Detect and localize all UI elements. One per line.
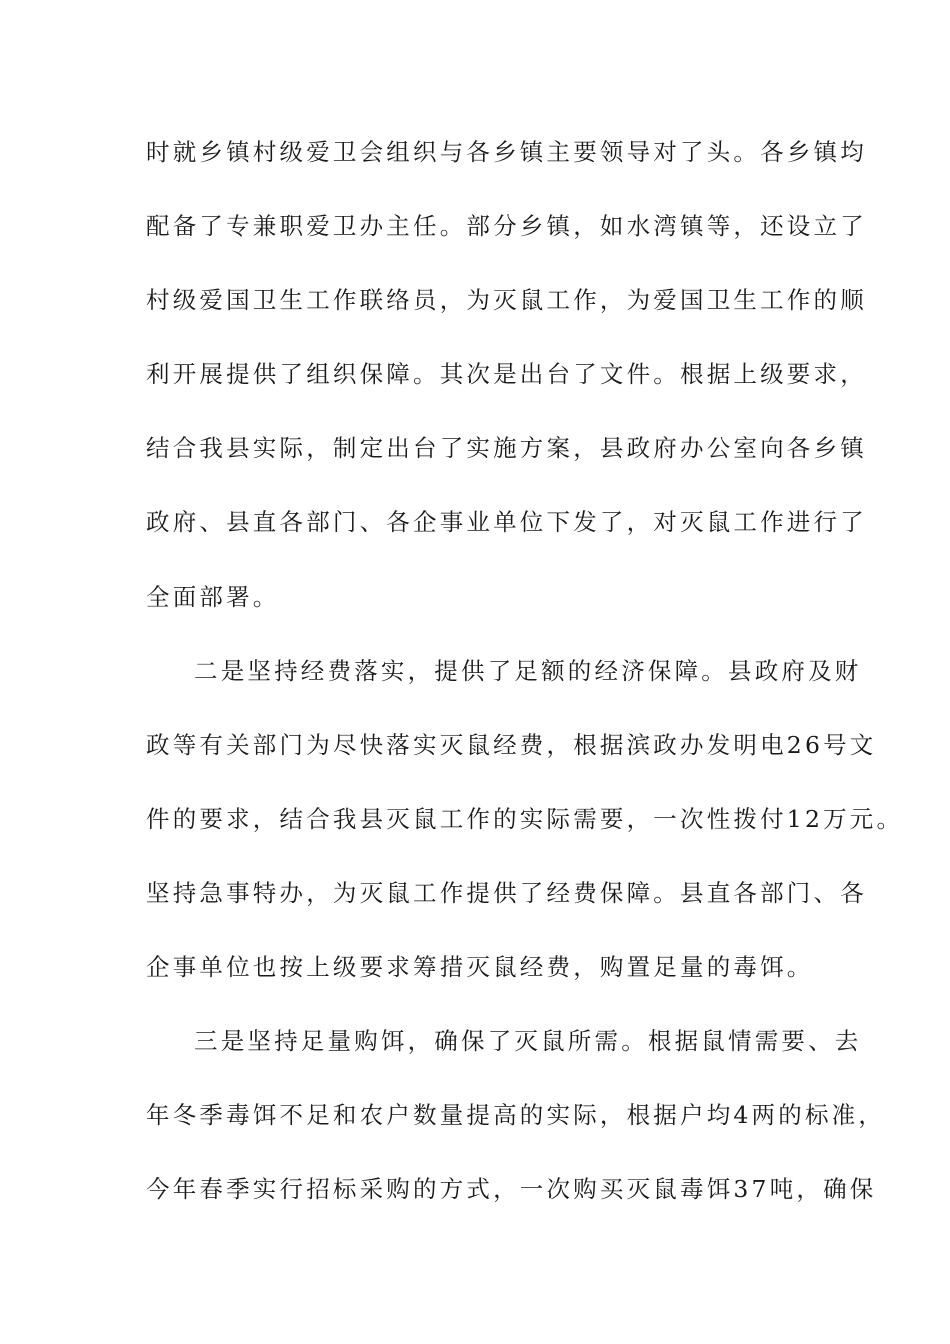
paragraph-start-line: 二是坚持经费落实，提供了足额的经济保障。县政府及财 bbox=[194, 656, 862, 685]
paragraph-start-line: 三是坚持足量购饵，确保了灭鼠所需。根据鼠情需要、去 bbox=[194, 1027, 862, 1056]
text-line: 件的要求，结合我县灭鼠工作的实际需要，一次性拨付12万元。 bbox=[146, 804, 904, 833]
text-line: 利开展提供了组织保障。其次是出台了文件。根据上级要求， bbox=[146, 360, 867, 389]
text-line: 企事单位也按上级要求筹措灭鼠经费，购置足量的毒饵。 bbox=[146, 953, 814, 982]
text-line: 全面部署。 bbox=[146, 582, 280, 611]
body-text bbox=[146, 134, 904, 1245]
text-line: 坚持急事特办，为灭鼠工作提供了经费保障。县直各部门、各 bbox=[146, 878, 867, 907]
text-line: 村级爱国卫生工作联络员，为灭鼠工作，为爱国卫生工作的顺 bbox=[146, 286, 867, 315]
text-line: 政府、县直各部门、各企事业单位下发了，对灭鼠工作进行了 bbox=[146, 508, 867, 537]
text-line: 时就乡镇村级爱卫会组织与各乡镇主要领导对了头。各乡镇均 bbox=[146, 138, 867, 166]
text-line: 今年春季实行招标采购的方式，一次购买灭鼠毒饵37吨，确保 bbox=[146, 1175, 877, 1204]
text-line: 结合我县实际，制定出台了实施方案，县政府办公室向各乡镇 bbox=[146, 434, 867, 463]
text-line: 政等有关部门为尽快落实灭鼠经费，根据滨政办发明电26号文 bbox=[146, 730, 877, 759]
text-line: 年冬季毒饵不足和农户数量提高的实际，根据户均4两的标准， bbox=[146, 1101, 886, 1130]
text-line: 配备了专兼职爱卫办主任。部分乡镇，如水湾镇等，还设立了 bbox=[146, 212, 867, 241]
